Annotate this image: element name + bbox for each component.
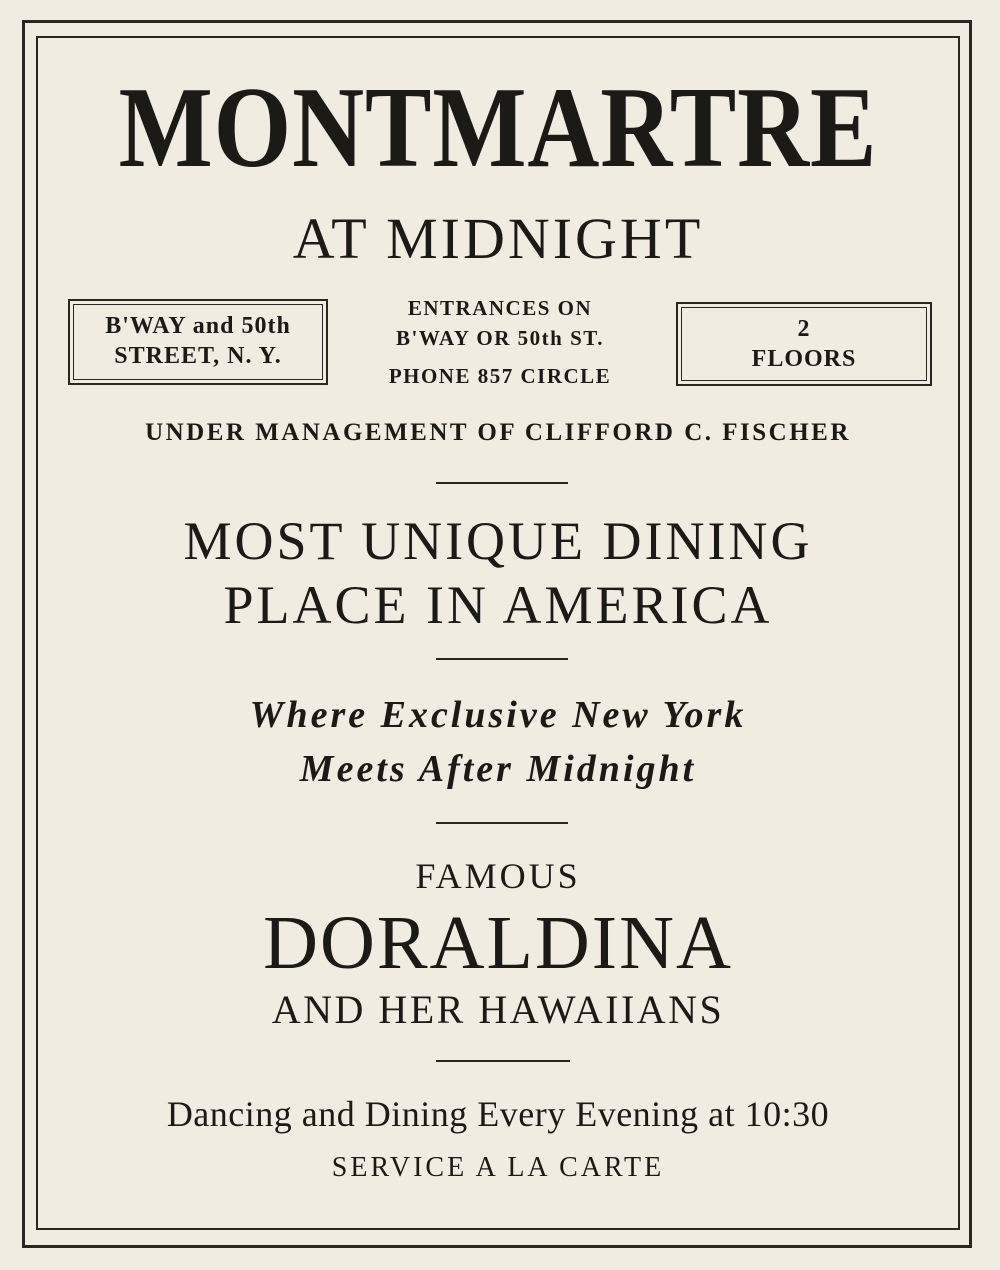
tagline-line-2: Meets After Midnight [299, 748, 697, 790]
service-line: SERVICE A LA CARTE [331, 1152, 665, 1183]
divider-3 [436, 822, 568, 824]
ad-subtitle: AT MIDNIGHT [292, 206, 704, 271]
address-box [68, 299, 328, 385]
divider-2 [436, 658, 568, 660]
floors-box-inner-border [681, 307, 927, 381]
address-line-1: B'WAY and 50th [105, 313, 291, 339]
headline-line-2: PLACE IN AMERICA [223, 575, 773, 635]
entrances-line-2: B'WAY OR 50th ST. [396, 326, 604, 350]
divider-4 [436, 1060, 570, 1062]
divider-1 [436, 482, 568, 484]
floors-box [676, 302, 932, 386]
performer-name: DORALDINA [263, 901, 733, 985]
schedule-line: Dancing and Dining Every Evening at 10:30 [166, 1094, 830, 1134]
address-line-2: STREET, N. Y. [114, 343, 282, 369]
famous-label: FAMOUS [415, 856, 581, 896]
address-box-inner-border [73, 304, 323, 380]
tagline-line-1: Where Exclusive New York [249, 694, 747, 736]
floors-label: FLOORS [751, 346, 857, 372]
phone-line: PHONE 857 CIRCLE [388, 364, 612, 388]
floors-count: 2 [797, 316, 811, 342]
management-line: UNDER MANAGEMENT OF CLIFFORD C. FISCHER [145, 419, 851, 446]
ad-title: MONTMARTRE [118, 64, 878, 192]
headline-line-1: MOST UNIQUE DINING [183, 511, 813, 571]
entrances-line-1: ENTRANCES ON [407, 296, 593, 320]
performer-group: AND HER HAWAIIANS [271, 987, 725, 1032]
